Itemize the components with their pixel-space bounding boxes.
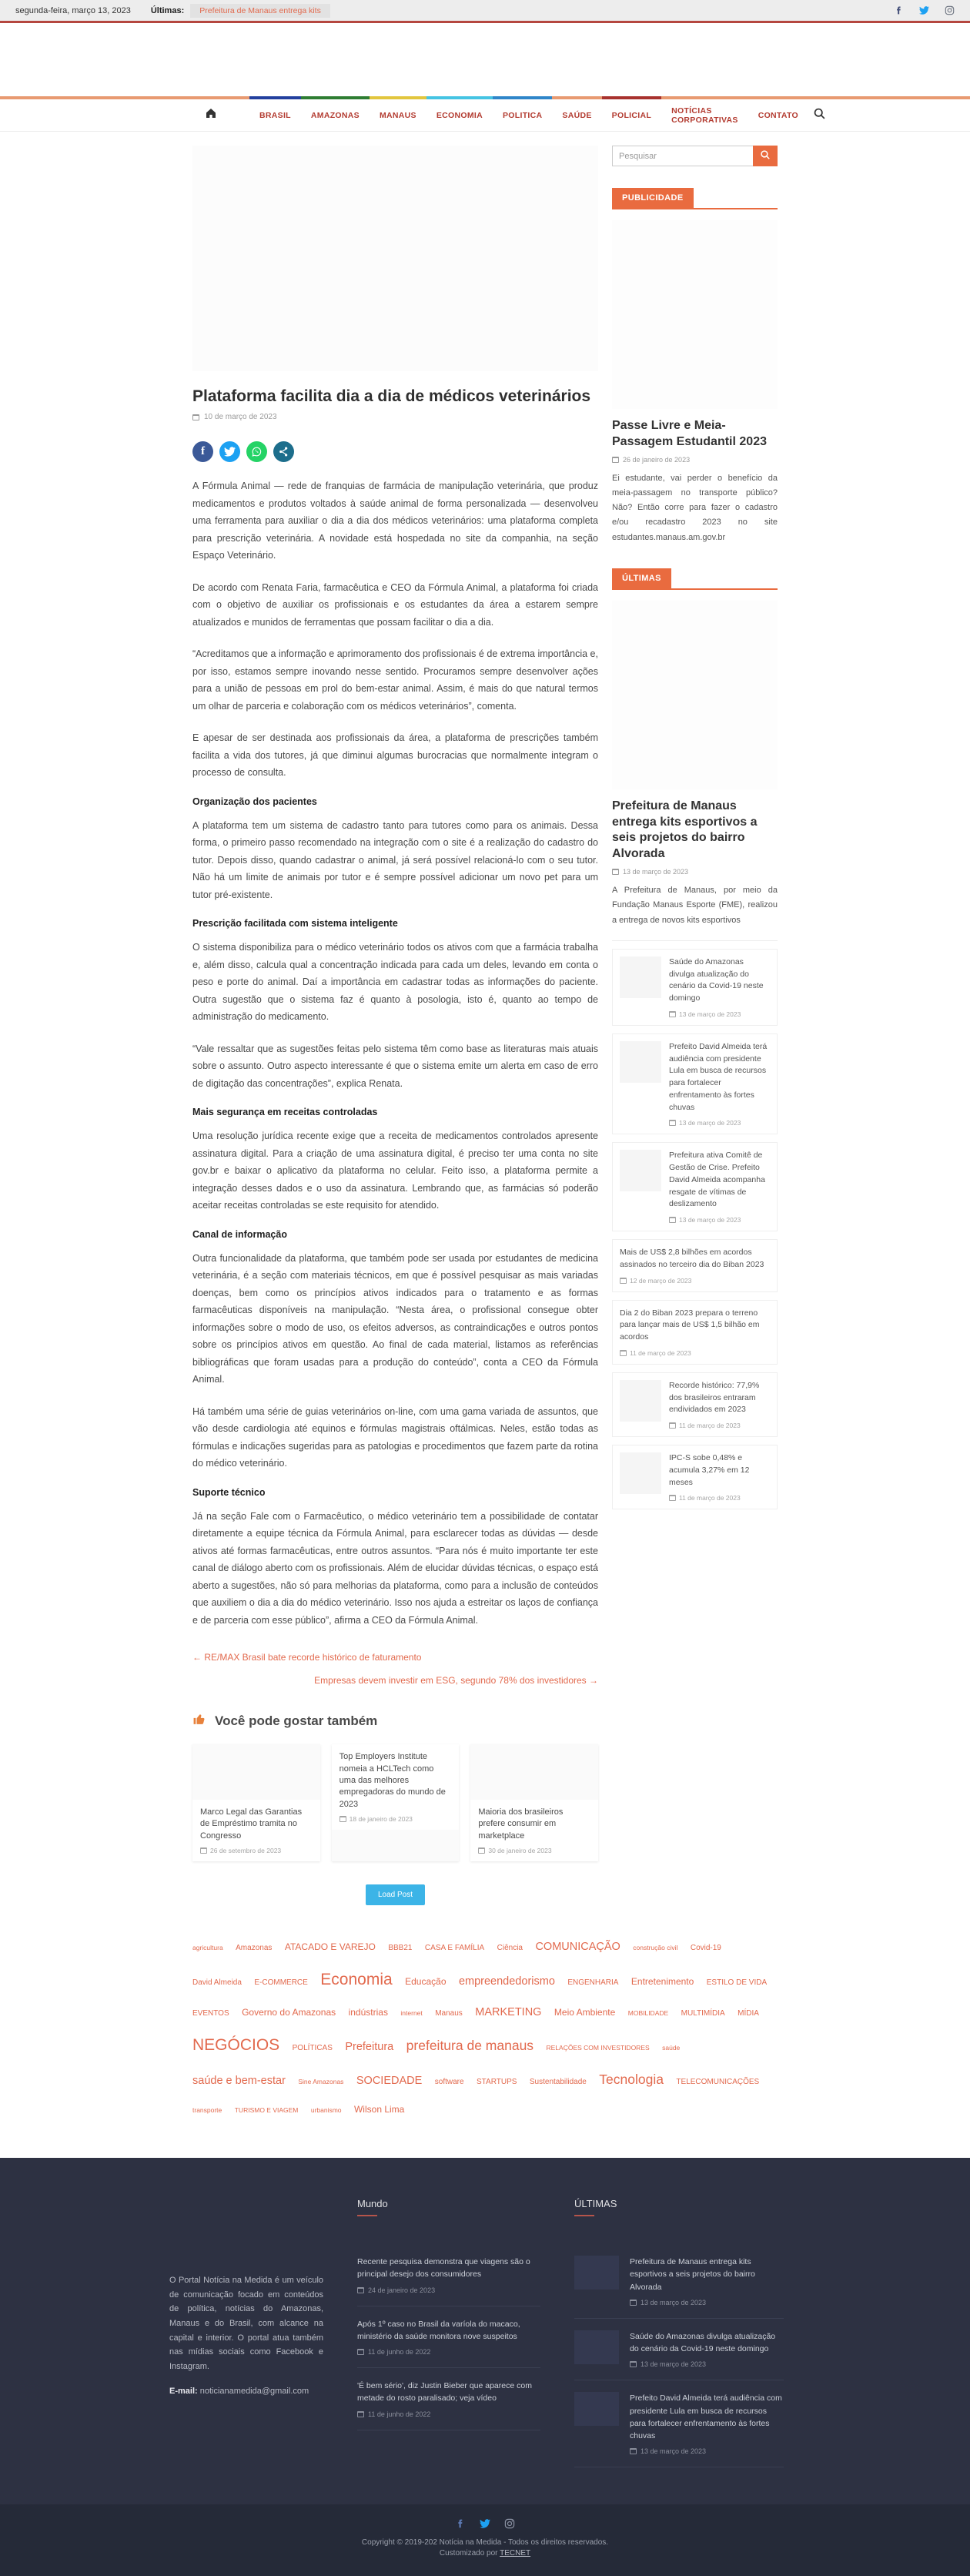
news-excerpt: A Prefeitura de Manaus, por meio da Fundação Manaus Esporte (FME), realizou a entrega de novos kits esportivos — [612, 886, 778, 925]
tag-link[interactable]: TURISMO E VIAGEM — [234, 2106, 299, 2115]
article-paragraph: A Fórmula Animal — rede de franquias de farmácia de manipulação veterinária, que produz medicamentos e produtos voltados à saúde animal de forma personalizada — desenvolveu uma ferramenta para auxiliar o dia a dia dos médicos veterinários: uma plataforma completa para prescrição veterinária. A novidade está hospedada no site da companhia, na seção Espaço Veterinário. — [192, 481, 598, 561]
footer-about-text: O Portal Notícia na Medida é um veículo de comunicação focado em conteúdos de política, notícias do Amazonas, Manaus e do Brasil, com alcance na capital e interior. O portal atua também nas mídias sociais como Facebook e Instagram. — [169, 2276, 323, 2372]
tag-link[interactable]: Governo do Amazonas — [242, 2007, 336, 2018]
tag-link[interactable]: MOBILIDADE — [627, 2009, 669, 2018]
sidebar-news-item[interactable] — [612, 1239, 778, 1292]
tag-link[interactable]: indústrias — [348, 2007, 388, 2018]
calendar-icon — [620, 1278, 627, 1284]
footer-news-item[interactable] — [574, 2380, 784, 2467]
nav-item[interactable]: MANAUS — [370, 96, 426, 131]
nav-item[interactable]: AMAZONAS — [301, 96, 370, 131]
sidebar-news-item[interactable] — [612, 1445, 778, 1509]
tag-link[interactable]: Manaus — [435, 2009, 463, 2018]
calendar-icon — [669, 1120, 676, 1126]
nav-item[interactable]: POLICIAL — [602, 96, 661, 131]
share-buttons — [192, 441, 598, 462]
tag-link[interactable]: Entretenimento — [630, 1976, 694, 1988]
tag-link[interactable]: EVENTOS — [192, 2009, 229, 2018]
related-card-thumbnail — [192, 1744, 320, 1800]
news-title: Saúde do Amazonas divulga atualização do cenário da Covid-19 neste domingo — [630, 2331, 776, 2354]
tag-link[interactable]: saúde — [662, 2044, 681, 2052]
search-input[interactable] — [612, 146, 753, 166]
topbar — [0, 0, 970, 21]
calendar-icon — [669, 1011, 676, 1017]
footer-news-item[interactable] — [357, 2306, 540, 2369]
related-card-date: 26 de setembro de 2023 — [200, 1847, 313, 1854]
tag-link[interactable]: saúde e bem-estar — [192, 2075, 286, 2088]
topbar-date: segunda-feira, março 13, 2023 — [15, 5, 131, 15]
news-thumbnail — [620, 1041, 661, 1083]
tag-link[interactable]: Sustentabilidade — [529, 2078, 587, 2087]
news-date: 13 de março de 2023 — [630, 2360, 784, 2368]
article-paragraph: “Vale ressaltar que as sugestões feitas pelo sistema têm como base as literaturas mais atuais sobre o assunto. Outro aspecto interessante é que o sistema emite um alerta em caso de erro de digitação das concentrações”, explica Renata. — [192, 1043, 598, 1089]
share-whatsapp-button[interactable] — [246, 441, 267, 462]
tag-link[interactable]: Prefeitura — [345, 2041, 394, 2054]
article-date: 10 de março de 2023 — [192, 413, 598, 421]
load-post-button[interactable]: Load Post — [366, 1884, 425, 1905]
tag-link[interactable]: Meio Ambiente — [554, 2007, 616, 2018]
previous-post-link[interactable]: ← RE/MAX Brasil bate recorde histórico de faturamento — [192, 1652, 422, 1663]
thumbs-up-icon — [192, 1712, 207, 1730]
sidebar-news-item[interactable] — [612, 1300, 778, 1365]
tag-link[interactable]: Sine Amazonas — [298, 2078, 344, 2086]
tag-link[interactable]: software — [434, 2078, 464, 2087]
nav-search-button[interactable] — [808, 99, 831, 131]
news-title: 'É bem sério', diz Justin Bieber que aparece com metade do rosto paralisado; veja vídeo — [357, 2381, 532, 2403]
news-title: Mais de US$ 2,8 bilhões em acordos assinados no terceiro dia do Biban 2023 — [620, 1248, 764, 1269]
topbar-social — [894, 5, 955, 15]
bottom-social — [0, 2518, 970, 2529]
sidebar-news-item[interactable] — [612, 1372, 778, 1437]
tag-link[interactable]: COMUNICAÇÃO — [535, 1941, 620, 1954]
news-date: 13 de março de 2023 — [630, 2299, 784, 2306]
page-title: Plataforma facilita dia a dia de médicos veterinários — [192, 387, 591, 405]
navbar — [0, 96, 970, 132]
calendar-icon — [669, 1217, 676, 1223]
nav-item[interactable]: BRASIL — [249, 96, 301, 131]
related-card[interactable] — [332, 1744, 460, 1861]
calendar-icon — [357, 2411, 364, 2417]
news-date: 13 de março de 2023 — [669, 1010, 770, 1018]
calendar-icon — [630, 2361, 637, 2367]
tag-link[interactable]: STARTUPS — [477, 2078, 517, 2087]
news-thumbnail — [620, 956, 661, 998]
news-thumbnail — [620, 1452, 661, 1494]
facebook-icon[interactable] — [894, 5, 904, 15]
footer-column-heading: ÚLTIMAS — [574, 2198, 784, 2216]
tag-link[interactable]: Tecnologia — [599, 2072, 664, 2088]
post-navigation — [192, 1652, 598, 1686]
share-generic-button[interactable] — [273, 441, 294, 462]
article-paragraph: Mais segurança em receitas controladas — [192, 1107, 378, 1118]
article-paragraph: Outra funcionalidade da plataforma, que também pode ser usada por estudantes de medicina veterinária, é a seção com materiais técnicos, em que é possível pesquisar as mais variadas doenças, bem como os princípios ativos indicados para o tratamento e as formas farmacêuticas disponíveis na manipulação. “Nesta área, o profissional consegue obter informações sobre o modo de uso, os efeitos adversos, as contraindicações e outros pontos sobre os princípios ativos em questão. Ao final de cada material, listamos as referências bibliográficas que foram usadas para a produção do conteúdo”, conta a CEO da Fórmula Animal. — [192, 1252, 598, 1385]
news-title[interactable]: Prefeitura de Manaus entrega kits esportivos a seis projetos do bairro Alvorada — [612, 799, 758, 861]
sidebar — [612, 146, 778, 1910]
home-icon — [205, 107, 217, 123]
footer-news-item[interactable] — [574, 2319, 784, 2381]
sidebar-news-item[interactable] — [612, 949, 778, 1026]
tag-link[interactable]: David Almeida — [192, 1978, 242, 1988]
tag-link[interactable]: Educação — [405, 1976, 447, 1988]
article-paragraph: “Acreditamos que a informação e aprimoramento dos profissionais é de extrema importância e, por isso, estamos sempre inovando nesse sentido. Procuramos sempre desenvolver ações para a união de pessoas em prol do bem-estar animal. Assim, é mais do que natural termos um olhar de parceria e colaboração com os médicos veterinários”, comenta. — [192, 648, 598, 712]
calendar-icon — [357, 2349, 364, 2355]
footer-mundo-column — [357, 2198, 540, 2467]
tag-cloud — [192, 1933, 778, 2124]
news-title: Prefeito David Almeida terá audiência com presidente Lula em busca de recursos para fortalecer enfrentamento às fortes chuvas — [669, 1041, 768, 1112]
news-title: Recorde histórico: 77,9% dos brasileiros entraram endividados em 2023 — [669, 1380, 760, 1415]
tag-link[interactable]: empreendedorismo — [458, 1975, 555, 1988]
sidebar-news-item[interactable] — [612, 1033, 778, 1135]
calendar-icon — [612, 457, 619, 463]
calendar-icon — [630, 2300, 637, 2306]
search-icon — [813, 107, 826, 124]
article-paragraph: Suporte técnico — [192, 1486, 266, 1498]
article-paragraph: De acordo com Renata Faria, farmacêutica e CEO da Fórmula Animal, a plataforma foi criada com o objetivo de auxiliar os profissionais e os estudantes da área a estarem sempre atualizados e munidos de ferramentas que possam facilitar o dia a dia. — [192, 581, 598, 628]
ultimas-widget — [612, 568, 778, 1509]
footer-email-link[interactable]: noticianamedida@gmail.com — [199, 2386, 309, 2396]
calendar-icon — [478, 1847, 485, 1854]
sidebar-search — [612, 146, 778, 166]
news-date: 13 de março de 2023 — [669, 1216, 770, 1224]
tag-link[interactable]: ENGENHARIA — [567, 1978, 619, 1988]
widget-badge: PUBLICIDADE — [612, 188, 694, 208]
news-date: 11 de março de 2023 — [669, 1422, 770, 1429]
article-paragraph: O sistema disponibiliza para o médico veterinário todos os ativos com que a farmácia trabalha e, além disso, calcula qual a concentração indicada para cada um deles, levando em conta o peso e porte do animal. Daí a importância em cadastrar todas as informações do paciente. Outra sugestão que o sistema faz é quanto à posologia, isto é, quanto ao tempo de administração do medicamento. — [192, 942, 598, 1023]
article-body — [192, 477, 598, 1629]
related-cards — [192, 1744, 598, 1861]
search-submit-button[interactable] — [753, 146, 778, 166]
news-title: Prefeitura de Manaus entrega kits esportivos a seis projetos do bairro Alvorada — [630, 2257, 755, 2292]
tag-link[interactable]: Wilson Lima — [353, 2104, 405, 2115]
news-date: 13 de março de 2023 — [669, 1119, 770, 1127]
news-date: 13 de março de 2023 — [630, 2447, 784, 2455]
calendar-icon — [669, 1422, 676, 1429]
news-date: 11 de junho de 2022 — [357, 2348, 540, 2356]
share-facebook-button[interactable]: f — [192, 441, 213, 462]
news-date: 12 de março de 2023 — [620, 1277, 770, 1285]
footer-news-item[interactable] — [357, 2368, 540, 2430]
footer-about-column — [169, 2273, 323, 2467]
calendar-icon — [357, 2287, 364, 2293]
twitter-icon[interactable] — [480, 2518, 490, 2529]
news-date: 11 de março de 2023 — [669, 1494, 770, 1502]
calendar-icon — [669, 1495, 676, 1501]
tag-link[interactable]: MARKETING — [475, 2006, 542, 2019]
news-thumbnail — [574, 2256, 619, 2290]
sidebar-news-item[interactable] — [612, 1142, 778, 1231]
tag-link[interactable]: CASA E FAMÍLIA — [424, 1944, 485, 1953]
ad-image — [612, 220, 778, 409]
site-header-logo-area — [0, 23, 970, 96]
nav-item[interactable]: CONTATO — [748, 96, 808, 131]
related-card[interactable] — [470, 1744, 598, 1861]
calendar-icon — [630, 2448, 637, 2454]
ad-post-date: 26 de janeiro de 2023 — [612, 456, 778, 464]
article-paragraph: Já na seção Fale com o Farmacêutico, o médico veterinário tem a possibilidade de contatar diretamente a equipe técnica da Fórmula Animal, para esclarecer todas as dúvidas — desde ativos até formas farmacêuticas, entre outros assuntos. “Para nós é muito importante ter este canal de diálogo aberto com os profissionais. Além de elucidar dúvidas técnicas, o espaço está aberto a sugestões, não só para melhorias da plataforma, como para a inclusão de conteúdos que auxiliem o dia a dia do médico veterinário. Isso nos ajuda a estreitar os laços de confiança e de parceria com esse público”, afirma a CEO da Fórmula Animal. — [192, 1510, 598, 1626]
ticker-label: Últimas: — [150, 5, 185, 15]
search-icon — [760, 149, 771, 162]
article-paragraph: Há também uma série de guias veterinários on-line, com uma gama variada de assuntos, que vão desde cardiologia até equinos e fórmulas magistrais oftálmicas. Neles, estão todas as fórmulas e indicações sugeridas para as patologias e procedimentos que fazem parte da rotina do médico veterinário. — [192, 1405, 598, 1469]
related-card-title: Maioria dos brasileiros prefere consumir em marketplace — [478, 1807, 564, 1841]
ticker-headline-link[interactable]: Prefeitura de Manaus entrega kits — [190, 4, 330, 18]
tag-link[interactable]: urbanismo — [310, 2106, 342, 2115]
article-column — [192, 146, 598, 1910]
news-image — [612, 601, 778, 789]
footer-ultimas-list — [574, 2244, 784, 2467]
tag-link[interactable]: agricultura — [192, 1944, 223, 1952]
related-card-title: Top Employers Institute nomeia a HCLTech como uma das melhores empregadoras do mundo de 2023 — [339, 1752, 446, 1809]
footer-news-item[interactable] — [574, 2244, 784, 2319]
tag-link[interactable]: construção civil — [633, 1944, 678, 1952]
tag-link[interactable]: transporte — [192, 2106, 222, 2115]
tag-link[interactable]: Economia — [320, 1971, 393, 1989]
nav-home-button[interactable] — [192, 96, 229, 131]
copyright-text: Copyright © 2019-202 Notícia na Medida - Todos os direitos reservados. — [361, 2538, 609, 2548]
tag-link[interactable]: Ciência — [497, 1944, 523, 1953]
news-title: Saúde do Amazonas divulga atualização do cenário da Covid-19 neste domingo — [669, 956, 764, 1003]
news-title: IPC-S sobe 0,48% e acumula 3,27% em 12 meses — [669, 1453, 750, 1487]
tag-link[interactable]: E-COMMERCE — [254, 1978, 308, 1988]
news-title: Recente pesquisa demonstra que viagens são o principal desejo dos consumidores — [357, 2257, 530, 2280]
related-card-thumbnail — [470, 1744, 598, 1800]
news-thumbnail — [620, 1150, 661, 1191]
nav-item[interactable]: ECONOMIA — [426, 96, 493, 131]
bottom-bar — [0, 2504, 970, 2576]
calendar-icon — [200, 1847, 207, 1854]
news-title: Após 1º caso no Brasil da varíola do macaco, ministério da saúde monitora nove suspeitos — [357, 2319, 520, 2341]
tag-link[interactable]: ATACADO E VAREJO — [284, 1941, 376, 1953]
footer-column-heading: Mundo — [357, 2198, 540, 2216]
news-thumbnail — [574, 2392, 619, 2426]
footer — [0, 2158, 970, 2504]
nav-item[interactable]: POLITICA — [493, 96, 552, 131]
tag-link[interactable]: Amazonas — [236, 1944, 273, 1953]
nav-item[interactable]: NOTÍCIAS CORPORATIVAS — [661, 96, 748, 131]
next-post-link[interactable]: Empresas devem investir em ESG, segundo 78% dos investidores → — [314, 1675, 598, 1687]
nav-menu — [249, 99, 808, 131]
article-paragraph: E apesar de ser destinada aos profissionais da área, a plataforma de prescrições também facilita a vida dos tutores, já que diminui algumas burocracias que normalmente integram o processo de consulta. — [192, 732, 598, 779]
news-title: Dia 2 do Biban 2023 prepara o terreno para lançar mais de US$ 1,5 bilhão em acordos — [620, 1308, 760, 1342]
tag-link[interactable]: MULTIMÍDIA — [681, 2009, 725, 2018]
calendar-icon — [620, 1350, 627, 1356]
nav-item[interactable]: SAÚDE — [552, 96, 601, 131]
footer-news-item[interactable] — [357, 2244, 540, 2306]
article-featured-image — [192, 146, 598, 371]
calendar-icon — [192, 414, 199, 420]
tag-link[interactable]: prefeitura de manaus — [406, 2038, 534, 2054]
related-card-thumbnail — [332, 1830, 460, 1861]
tag-link[interactable]: Covid-19 — [690, 1944, 721, 1953]
instagram-icon[interactable] — [504, 2518, 515, 2529]
footer-ultimas-column — [574, 2198, 784, 2467]
ad-post-excerpt: Ei estudante, vai perder o benefício da meia-passagem no transporte público?Não? Então corre para fazer o cadastro e/ou recadastro 2023 no site estudantes.manaus.am.gov.br — [612, 473, 778, 542]
related-card-date: 30 de janeiro de 2023 — [478, 1847, 590, 1854]
tag-link[interactable]: TELECOMUNICAÇÕES — [676, 2078, 760, 2087]
article-paragraph: A plataforma tem um sistema de cadastro tanto para tutores como para os animais. Dessa forma, o primeiro passo recomendado na integração com o site é a realização do cadastro do tutor. Depois disso, quando cadastrar o animal, já será possível relacioná-lo com o seu tutor. Não há um limite de animais por tutor e é sempre possível adicionar um novo pet para um tutor pré-existente. — [192, 819, 598, 900]
footer-mundo-list — [357, 2244, 540, 2430]
related-section-heading: Você pode gostar também — [192, 1712, 598, 1730]
widget-badge: ÚLTIMAS — [612, 568, 671, 588]
news-date: 11 de março de 2023 — [620, 1349, 770, 1357]
tag-link[interactable]: ESTILO DE VIDA — [706, 1978, 768, 1988]
news-title: Prefeito David Almeida terá audiência com presidente Lula em busca de recursos para fortalecer enfrentamento às fortes chuvas — [630, 2393, 782, 2441]
news-date: 11 de junho de 2022 — [357, 2410, 540, 2418]
tag-link[interactable]: NEGÓCIOS — [192, 2036, 280, 2055]
news-thumbnail — [620, 1380, 661, 1422]
calendar-icon — [612, 869, 619, 875]
tag-link[interactable]: RELAÇÕES COM INVESTIDORES — [546, 2044, 650, 2052]
tag-link[interactable]: MÍDIA — [738, 2009, 759, 2018]
news-date: 24 de janeiro de 2023 — [357, 2286, 540, 2294]
facebook-icon[interactable] — [455, 2518, 466, 2529]
footer-email: E-mail: noticianamedida@gmail.com — [169, 2386, 309, 2396]
news-title: Prefeitura ativa Comitê de Gestão de Crise. Prefeito David Almeida acompanha resgate de vítimas de deslizamento — [669, 1151, 765, 1209]
share-twitter-button[interactable] — [219, 441, 240, 462]
article-paragraph: Prescrição facilitada com sistema inteligente — [192, 918, 398, 930]
article-paragraph: Uma resolução jurídica recente exige que a receita de medicamentos controlados apresente assinatura digital. Para a criação de uma assinatura digital, é preciso ter uma conta no site gov.br e baixar o aplicativo da plataforma no celular. Feito isso, a plataforma permite a integração desses dados e o uso da assinatura. Lembrando que, as farmácias só poderão aceitar receitas controladas se este requisito for atendido. — [192, 1131, 598, 1211]
customized-by: Customizado por TECNET — [439, 2549, 531, 2558]
tag-link[interactable]: SOCIEDADE — [356, 2075, 423, 2088]
publicidade-widget — [612, 188, 778, 545]
article-paragraph: Organização dos pacientes — [192, 796, 317, 807]
tag-link[interactable]: BBB21 — [388, 1944, 413, 1953]
news-thumbnail — [574, 2330, 619, 2364]
tag-link[interactable]: internet — [400, 2009, 423, 2018]
tecnet-link[interactable]: TECNET — [500, 2549, 531, 2558]
related-card[interactable] — [192, 1744, 320, 1861]
ad-post-title[interactable]: Passe Livre e Meia-Passagem Estudantil 2023 — [612, 419, 767, 448]
calendar-icon — [340, 1816, 346, 1822]
news-date: 13 de março de 2023 — [612, 868, 778, 876]
related-card-title: Marco Legal das Garantias de Empréstimo tramita no Congresso — [200, 1807, 303, 1841]
article-paragraph: Canal de informação — [192, 1228, 287, 1240]
related-card-date: 18 de janeiro de 2023 — [340, 1815, 452, 1823]
ultimas-list — [612, 949, 778, 1510]
instagram-icon[interactable] — [945, 5, 955, 15]
twitter-icon[interactable] — [919, 5, 929, 15]
tag-link[interactable]: POLÍTICAS — [292, 2044, 333, 2053]
featured-news-item[interactable] — [612, 601, 778, 941]
